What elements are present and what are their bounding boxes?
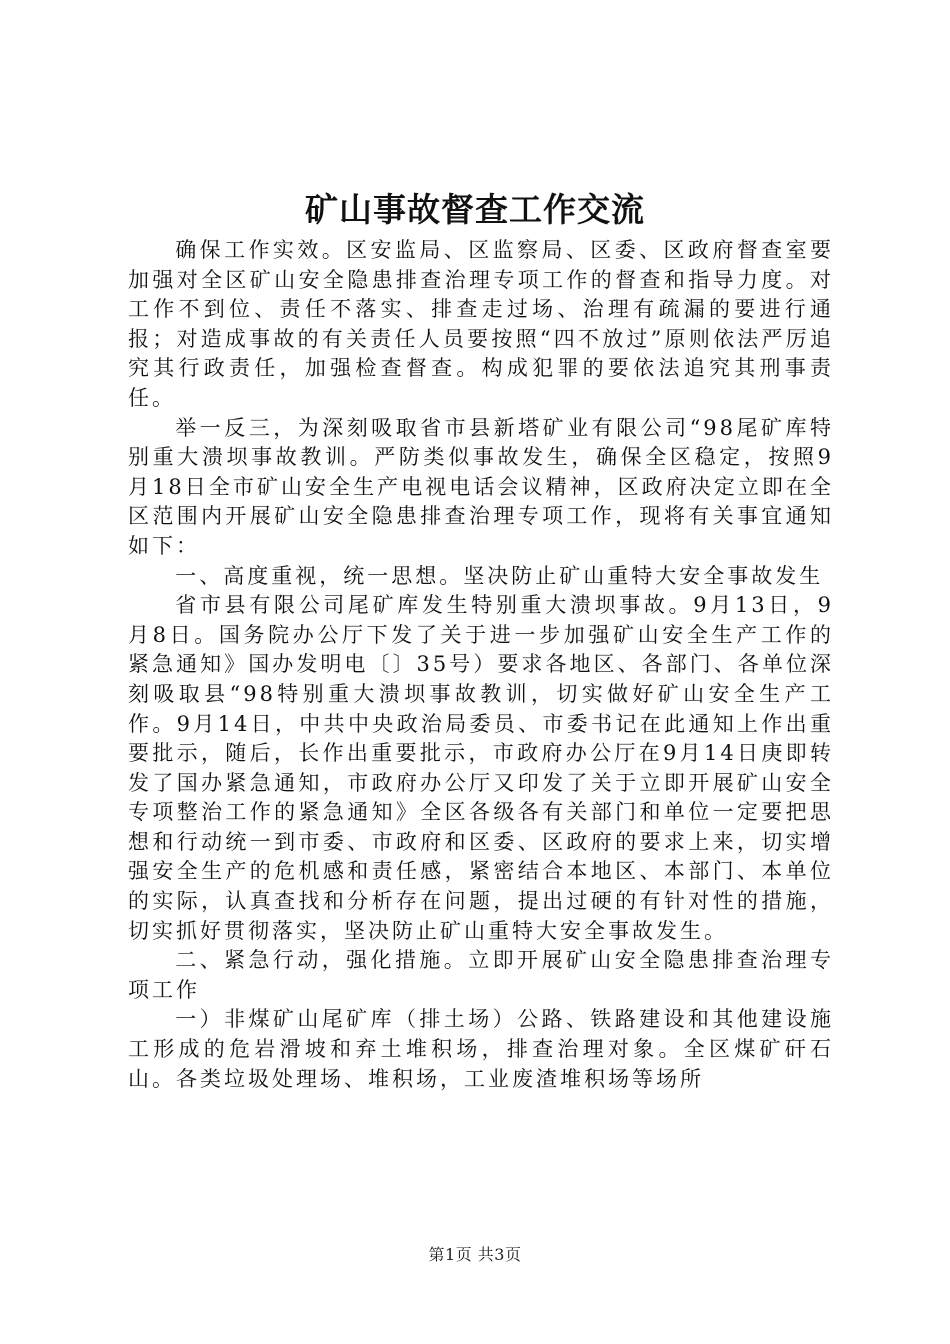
page-footer: 第1页 共3页: [428, 1245, 522, 1264]
paragraph-4: 一）非煤矿山尾矿库（排土场）公路、铁路建设和其他建设施工形成的危岩滑坡和弃土堆积场，排查治理对象。全区煤矿矸石山。各类垃圾处理场、堆积场，工业废渣堆积场等场所: [128, 1007, 834, 1091]
document-body: [128, 236, 834, 1094]
paragraph-3: 省市县有限公司尾矿库发生特别重大溃坝事故。9月13日，9月8日。国务院办公厅下发了关于进一步加强矿山安全生产工作的紧急通知》国办发明电〔〕35号）要求各地区、各部门、各单位深刻吸取县“98特别重大溃坝事故教训，切实做好矿山安全生产工作。9月14日，中共中央政治局委员、市委书记在此通知上作出重要批示，随后，长作出重要批示，市政府办公厅在9月14日庚即转发了国办紧急通知，市政府办公厅又印发了关于立即开展矿山安全专项整治工作的紧急通知》全区各级各有关部门和单位一定要把思想和行动统一到市委、市政府和区委、区政府的要求上来，切实增强安全生产的危机感和责任感，紧密结合本地区、本部门、本单位的实际，认真查找和分析存在问题，提出过硬的有针对性的措施，切实抓好贯彻落实，坚决防止矿山重特大安全事故发生。: [128, 593, 834, 943]
section-heading-2: 二、紧急行动，强化措施。立即开展矿山安全隐患排查治理专项工作: [128, 948, 834, 1002]
page-title: 矿山事故督查工作交流: [305, 190, 645, 229]
section-heading-1: 一、高度重视，统一思想。坚决防止矿山重特大安全事故发生: [175, 563, 824, 588]
paragraph-1: 确保工作实效。区安监局、区监察局、区委、区政府督查室要加强对全区矿山安全隐患排查治理专项工作的督查和指导力度。对工作不到位、责任不落实、排查走过场、治理有疏漏的要进行通报；对造成事故的有关责任人员要按照“四不放过”原则依法严厉追究其行政责任，加强检查督查。构成犯罪的要依法追究其刑事责任。: [128, 238, 834, 410]
paragraph-2: 举一反三，为深刻吸取省市县新塔矿业有限公司“98尾矿库特别重大溃坝事故教训。严防类似事故发生，确保全区稳定，按照9月18日全市矿山安全生产电视电话会议精神，区政府决定立即在全区范围内开展矿山安全隐患排查治理专项工作，现将有关事宜通知如下：: [128, 415, 834, 558]
